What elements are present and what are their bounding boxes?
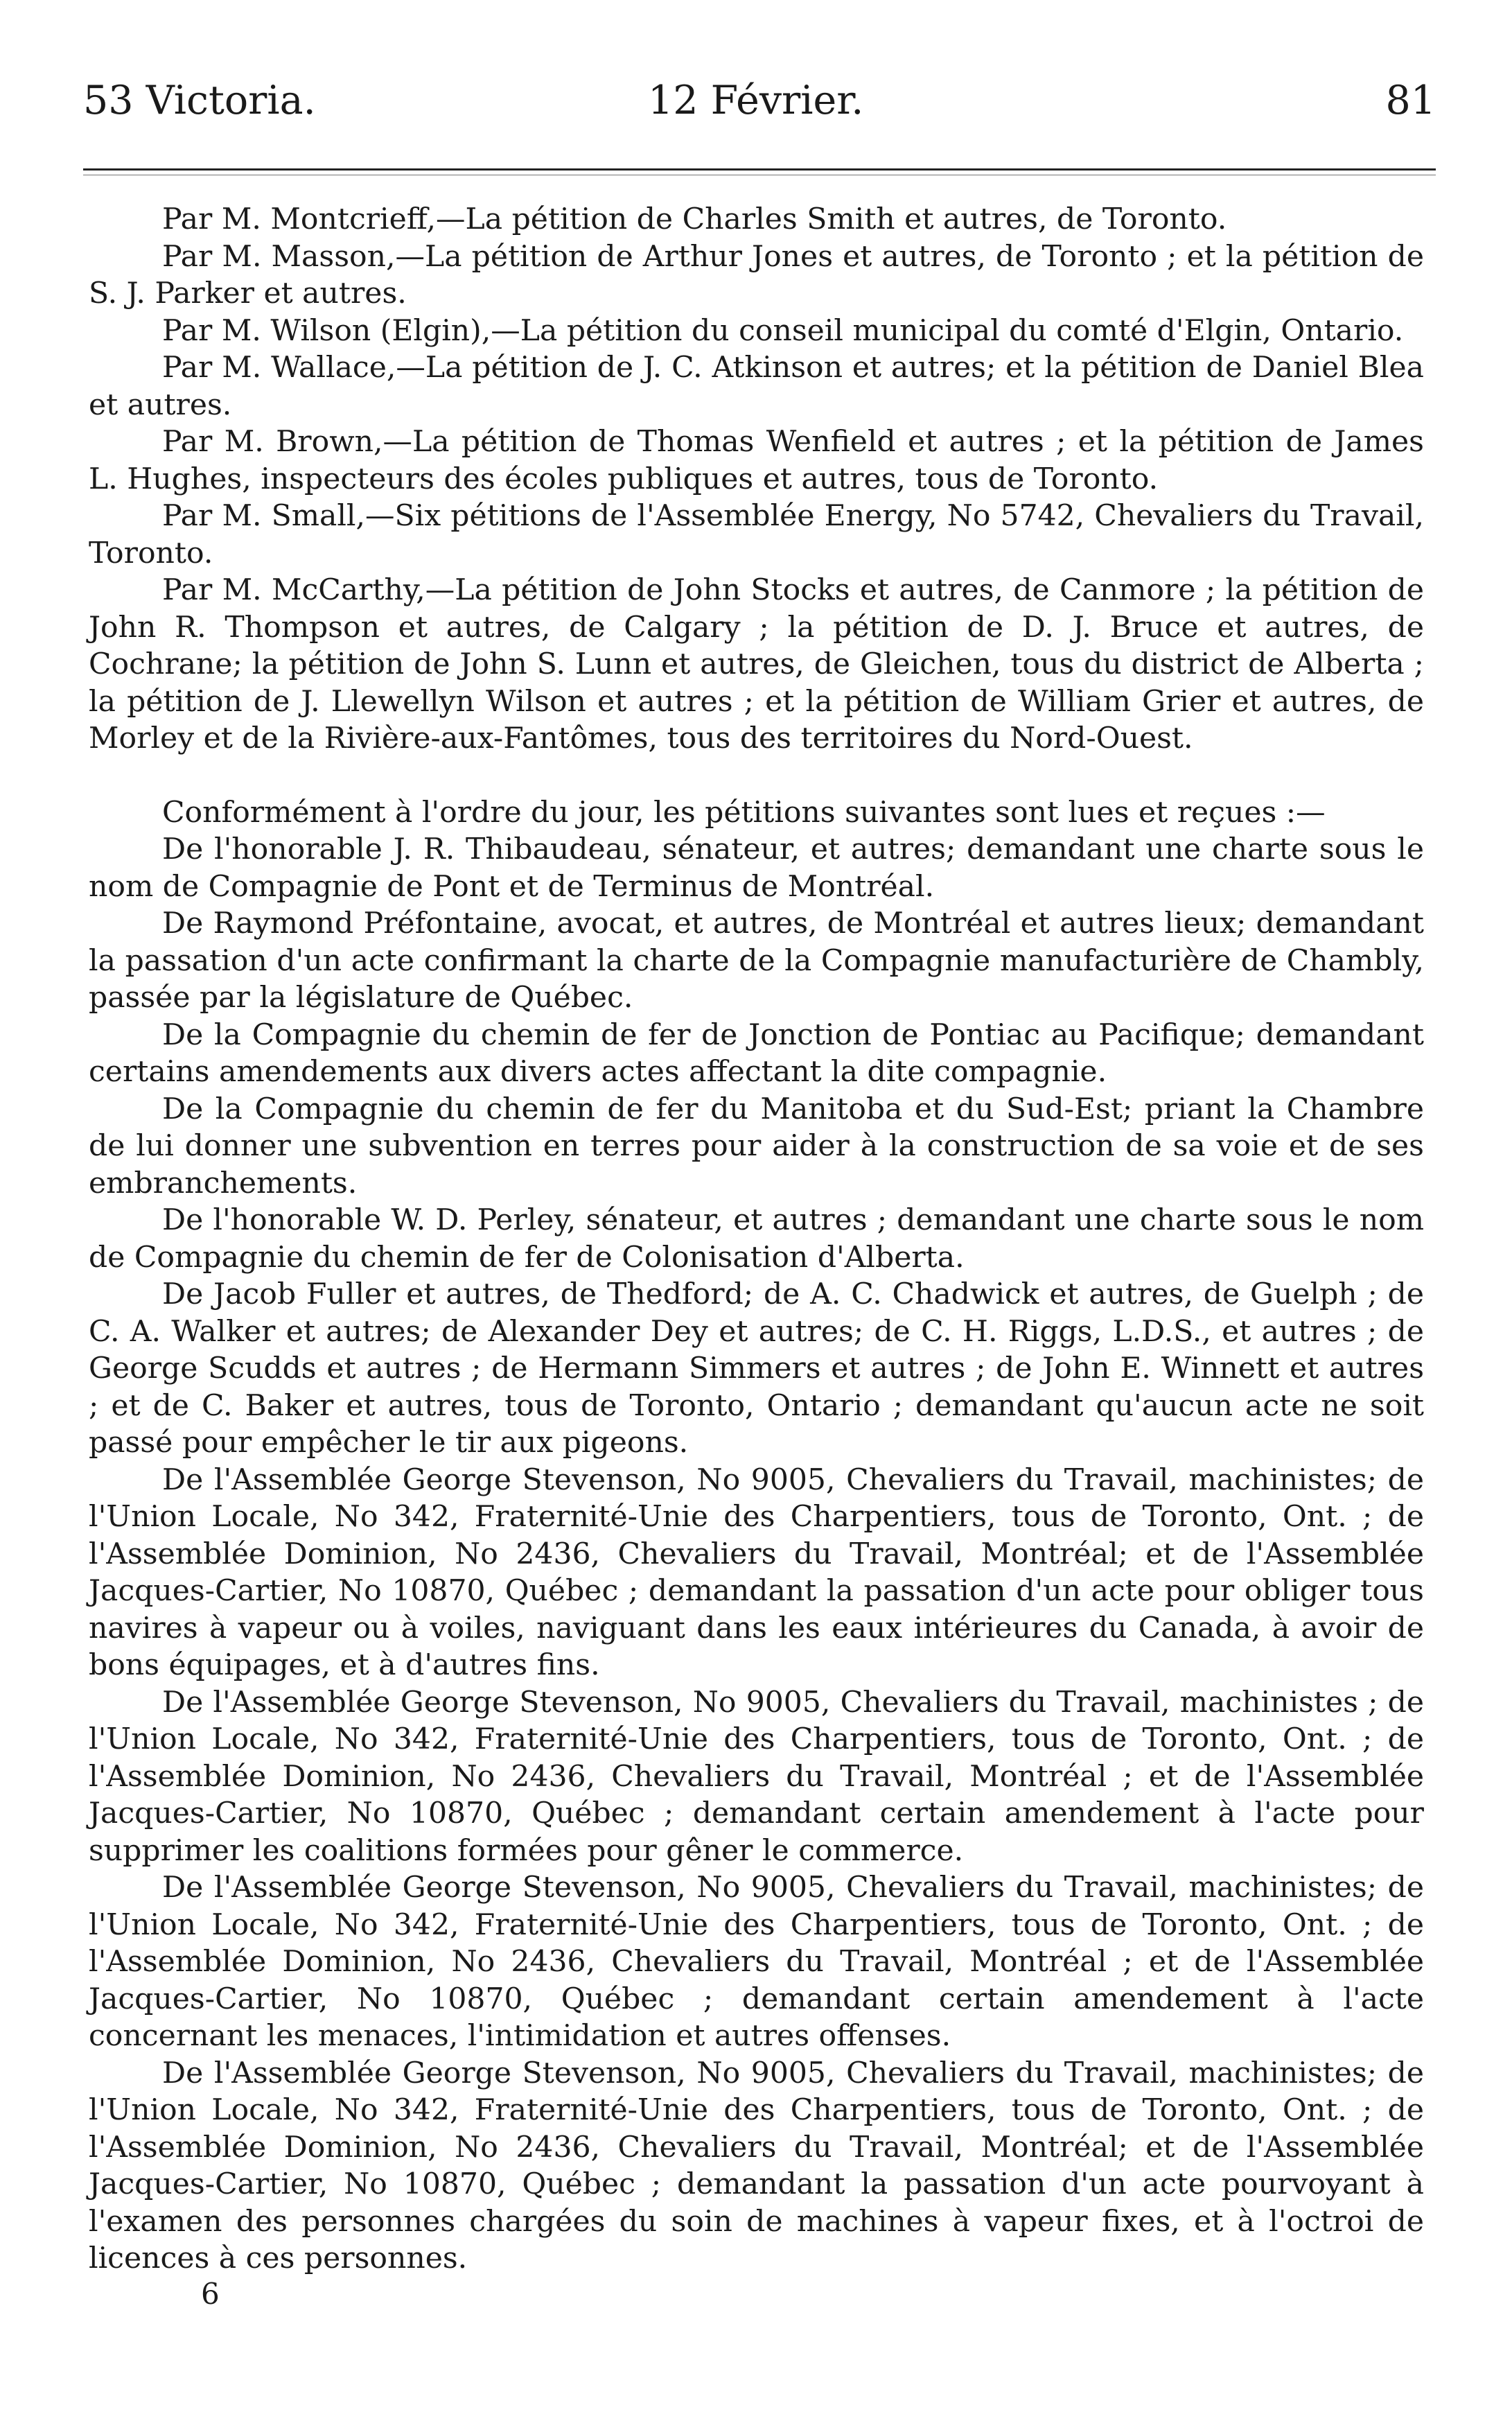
paragraph: De l'Assemblée George Stevenson, No 9005, Chevaliers du Travail, machinistes; de l'Union Locale, No 342, Fraternité-Unie des Charpentiers, tous de Toronto, Ont. ; de l'Assemblée Dominion, No 2436, Chevaliers du Travail, Montréal; et de l'Assemblée Jacques-Cartier, No 10870, Québec ; demandant la passation d'un acte pour obliger tous navires à vapeur ou à voiles, naviguant dans les eaux intérieures du Canada, à avoir de bons équipages, et à d'autres fins. — [89, 1462, 1424, 1682]
paragraph: De l'Assemblée George Stevenson, No 9005, Chevaliers du Travail, machinistes; de l'Union Locale, No 342, Fraternité-Unie des Charpentiers, tous de Toronto, Ont. ; de l'Assemblée Dominion, No 2436, Chevaliers du Travail, Montréal; et de l'Assemblée Jacques-Cartier, No 10870, Québec ; demandant la passation d'un acte pourvoyant à l'examen des personnes chargées du soin de machines à vapeur fixes, et à l'octroi de licences à ces personnes. — [89, 2056, 1424, 2275]
paragraph: De la Compagnie du chemin de fer du Manitoba et du Sud-Est; priant la Chambre de lui donner une subvention en terres pour aider à la construction de sa voie et de ses embranchements. — [89, 1092, 1424, 1200]
paragraph: De l'Assemblée George Stevenson, No 9005, Chevaliers du Travail, machinistes; de l'Union Locale, No 342, Fraternité-Unie des Charpentiers, tous de Toronto, Ont. ; de l'Assemblée Dominion, No 2436, Chevaliers du Travail, Montréal ; et de l'Assemblée Jacques-Cartier, No 10870, Québec ; demandant certain amendement à l'acte concernant les menaces, l'intimidation et autres offenses. — [89, 1871, 1424, 2053]
page-header — [83, 73, 1436, 128]
paragraph: Par M. Wilson (Elgin),—La pétition du conseil municipal du comté d'Elgin, Ontario. — [162, 313, 1404, 348]
paragraph: Conformément à l'ordre du jour, les pétitions suivantes sont lues et reçues :— — [162, 795, 1326, 830]
paragraph: Par M. Montcrieff,—La pétition de Charles Smith et autres, de Toronto. — [162, 202, 1227, 236]
paragraph: Par M. McCarthy,—La pétition de John Stocks et autres, de Canmore ; la pétition de John R. Thompson et autres, de Calgary ; la pétition de D. J. Bruce et autres, de Cochrane; la pétition de John S. Lunn et autres, de Gleichen, tous du district de Alberta ; la pétition de J. Llewellyn Wilson et autres ; et la pétition de William Grier et autres, de Morley et de la Rivière-aux-Fantômes, tous des territoires du Nord-Ouest. — [89, 573, 1424, 755]
paragraph: De Raymond Préfontaine, avocat, et autres, de Montréal et autres lieux; demandant la passation d'un acte confirmant la charte de la Compagnie manufacturière de Chambly, passée par la législature de Québec. — [89, 907, 1424, 1015]
header-session: 53 Victoria. — [83, 78, 316, 123]
paragraph: De la Compagnie du chemin de fer de Jonction de Pontiac au Pacifique; demandant certains amendements aux divers actes affectant la dite compagnie. — [89, 1017, 1424, 1089]
paragraph: De l'honorable W. D. Perley, sénateur, et autres ; demandant une charte sous le nom de Compagnie du chemin de fer de Colonisation d'Alberta. — [89, 1203, 1424, 1275]
page-number: 81 — [1385, 78, 1436, 123]
paragraph: De l'honorable J. R. Thibaudeau, sénateur, et autres; demandant une charte sous le nom de Compagnie de Pont et de Terminus de Montréal. — [89, 832, 1424, 904]
paragraph: Par M. Masson,—La pétition de Arthur Jones et autres, de Toronto ; et la pétition de S. J. Parker et autres. — [89, 239, 1424, 311]
paragraph: De l'Assemblée George Stevenson, No 9005, Chevaliers du Travail, machinistes ; de l'Union Locale, No 342, Fraternité-Unie des Charpentiers, tous de Toronto, Ont. ; de l'Assemblée Dominion, No 2436, Chevaliers du Travail, Montréal ; et de l'Assemblée Jacques-Cartier, No 10870, Québec ; demandant certain amendement à l'acte pour supprimer les coalitions formées pour gêner le commerce. — [89, 1685, 1424, 1868]
header-rule — [83, 168, 1436, 171]
paragraph: De Jacob Fuller et autres, de Thedford; de A. C. Chadwick et autres, de Guelph ; de C. A. Walker et autres; de Alexander Dey et autres; de C. H. Riggs, L.D.S., et autres ; de George Scudds et autres ; de Hermann Simmers et autres ; de John E. Winnett et autres ; et de C. Baker et autres, tous de Toronto, Ontario ; demandant qu'aucun acte ne soit passé pour empêcher le tir aux pigeons. — [89, 1277, 1424, 1460]
paragraph: Par M. Small,—Six pétitions de l'Assemblée Energy, No 5742, Chevaliers du Travail, Toronto. — [89, 499, 1424, 570]
paragraph: Par M. Wallace,—La pétition de J. C. Atkinson et autres; et la pétition de Daniel Blea et autres. — [89, 351, 1424, 422]
signature-mark: 6 — [201, 2277, 220, 2311]
header-date: 12 Février. — [648, 78, 864, 123]
document-body — [89, 201, 1424, 2278]
paragraph: Par M. Brown,—La pétition de Thomas Wenfield et autres ; et la pétition de James L. Hughes, inspecteurs des écoles publiques et autres, tous de Toronto. — [89, 425, 1424, 496]
